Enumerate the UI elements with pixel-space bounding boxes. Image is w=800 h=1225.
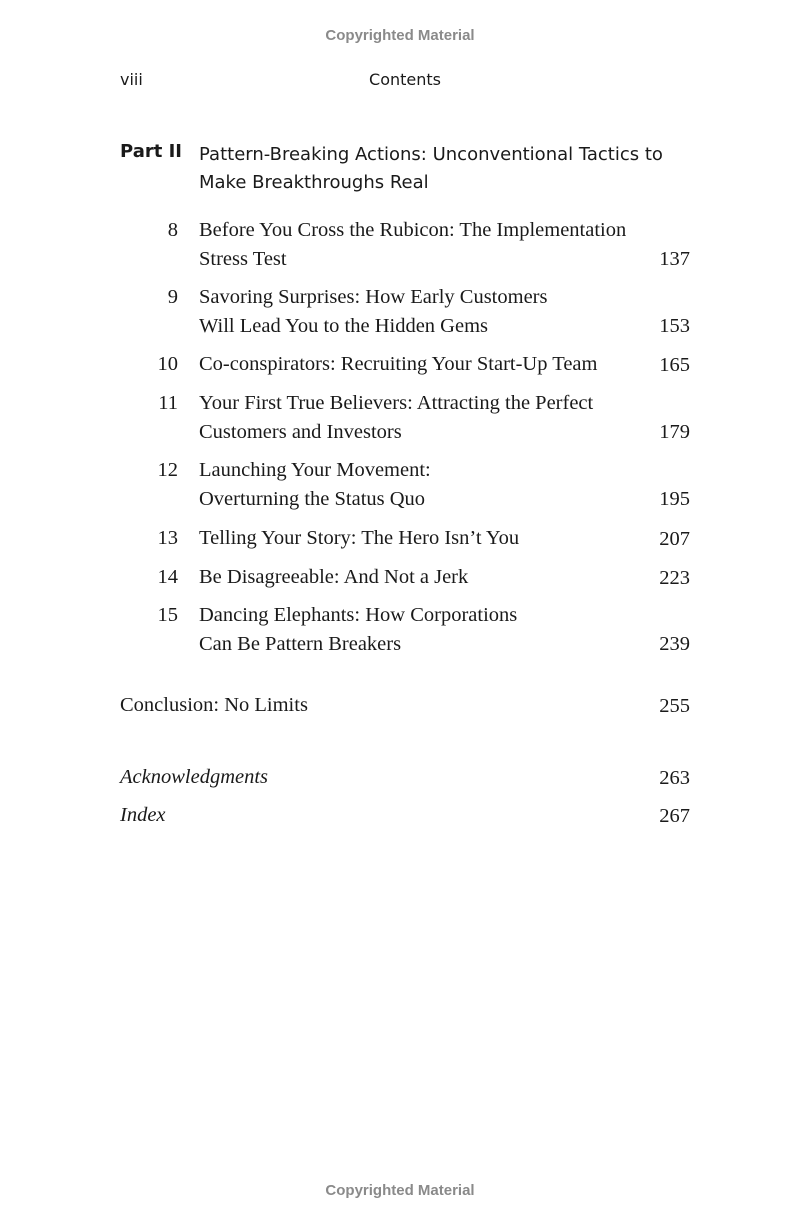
toc-entry-index[interactable] (120, 801, 690, 830)
part-label: Part II (120, 141, 182, 162)
toc-entry-chapter-15[interactable] (120, 601, 690, 658)
toc-entry-chapter-12[interactable] (120, 456, 690, 513)
toc-entry-chapter-8[interactable] (120, 216, 690, 273)
page-ref: 239 (659, 632, 690, 655)
chapter-number: 8 (167, 219, 178, 241)
chapter-number: 10 (157, 353, 178, 375)
page-ref: 267 (659, 804, 690, 827)
chapter-number: 12 (157, 459, 178, 481)
toc-entry-conclusion[interactable] (120, 691, 690, 720)
toc-entry-chapter-11[interactable] (120, 389, 690, 446)
page-ref: 223 (659, 566, 690, 589)
toc-entry-acknowledgments[interactable] (120, 763, 690, 792)
page-ref: 165 (659, 353, 690, 376)
toc-entry-chapter-9[interactable] (120, 283, 690, 340)
page-ref: 207 (659, 527, 690, 550)
page-ref: 137 (659, 247, 690, 270)
chapter-title: Launching Your Movement: Overturning the Status Quo (199, 459, 431, 510)
chapter-number: 15 (157, 604, 178, 626)
part-title (199, 141, 719, 197)
entry-title: Acknowledgments (120, 766, 269, 788)
running-head: Contents (369, 70, 441, 89)
toc-entry-chapter-14[interactable] (120, 563, 690, 592)
watermark-bottom: Copyrighted Material (325, 1182, 475, 1199)
chapter-number: 11 (158, 392, 178, 414)
chapter-number: 13 (157, 527, 178, 549)
chapter-title: Telling Your Story: The Hero Isn’t You (199, 527, 520, 549)
page-ref: 179 (659, 420, 690, 443)
entry-title: Conclusion: No Limits (120, 694, 308, 716)
part-title-line: Pattern-Breaking Actions: Unconventional Tactics to (199, 144, 663, 165)
chapter-title: Your First True Believers: Attracting the Perfect Customers and Investors (199, 392, 594, 443)
chapter-title: Before You Cross the Rubicon: The Implementation Stress Test (199, 219, 627, 270)
chapter-title: Savoring Surprises: How Early Customers Will Lead You to the Hidden Gems (199, 286, 548, 337)
page-number: viii (120, 70, 143, 89)
page-ref: 153 (659, 314, 690, 337)
chapter-title: Co-conspirators: Recruiting Your Start-Up Team (199, 353, 598, 375)
chapter-number: 14 (157, 566, 178, 588)
part-title-line: Make Breakthroughs Real (199, 172, 429, 193)
toc-entry-chapter-10[interactable] (120, 350, 690, 379)
page-ref: 195 (659, 487, 690, 510)
watermark-top: Copyrighted Material (325, 27, 475, 44)
chapter-number: 9 (167, 286, 178, 308)
page-ref: 263 (659, 766, 690, 789)
toc-entry-chapter-13[interactable] (120, 524, 690, 553)
chapter-title: Be Disagreeable: And Not a Jerk (199, 566, 469, 588)
entry-title: Index (120, 804, 166, 826)
chapter-title: Dancing Elephants: How Corporations Can Be Pattern Breakers (199, 604, 518, 655)
page-ref: 255 (659, 694, 690, 717)
